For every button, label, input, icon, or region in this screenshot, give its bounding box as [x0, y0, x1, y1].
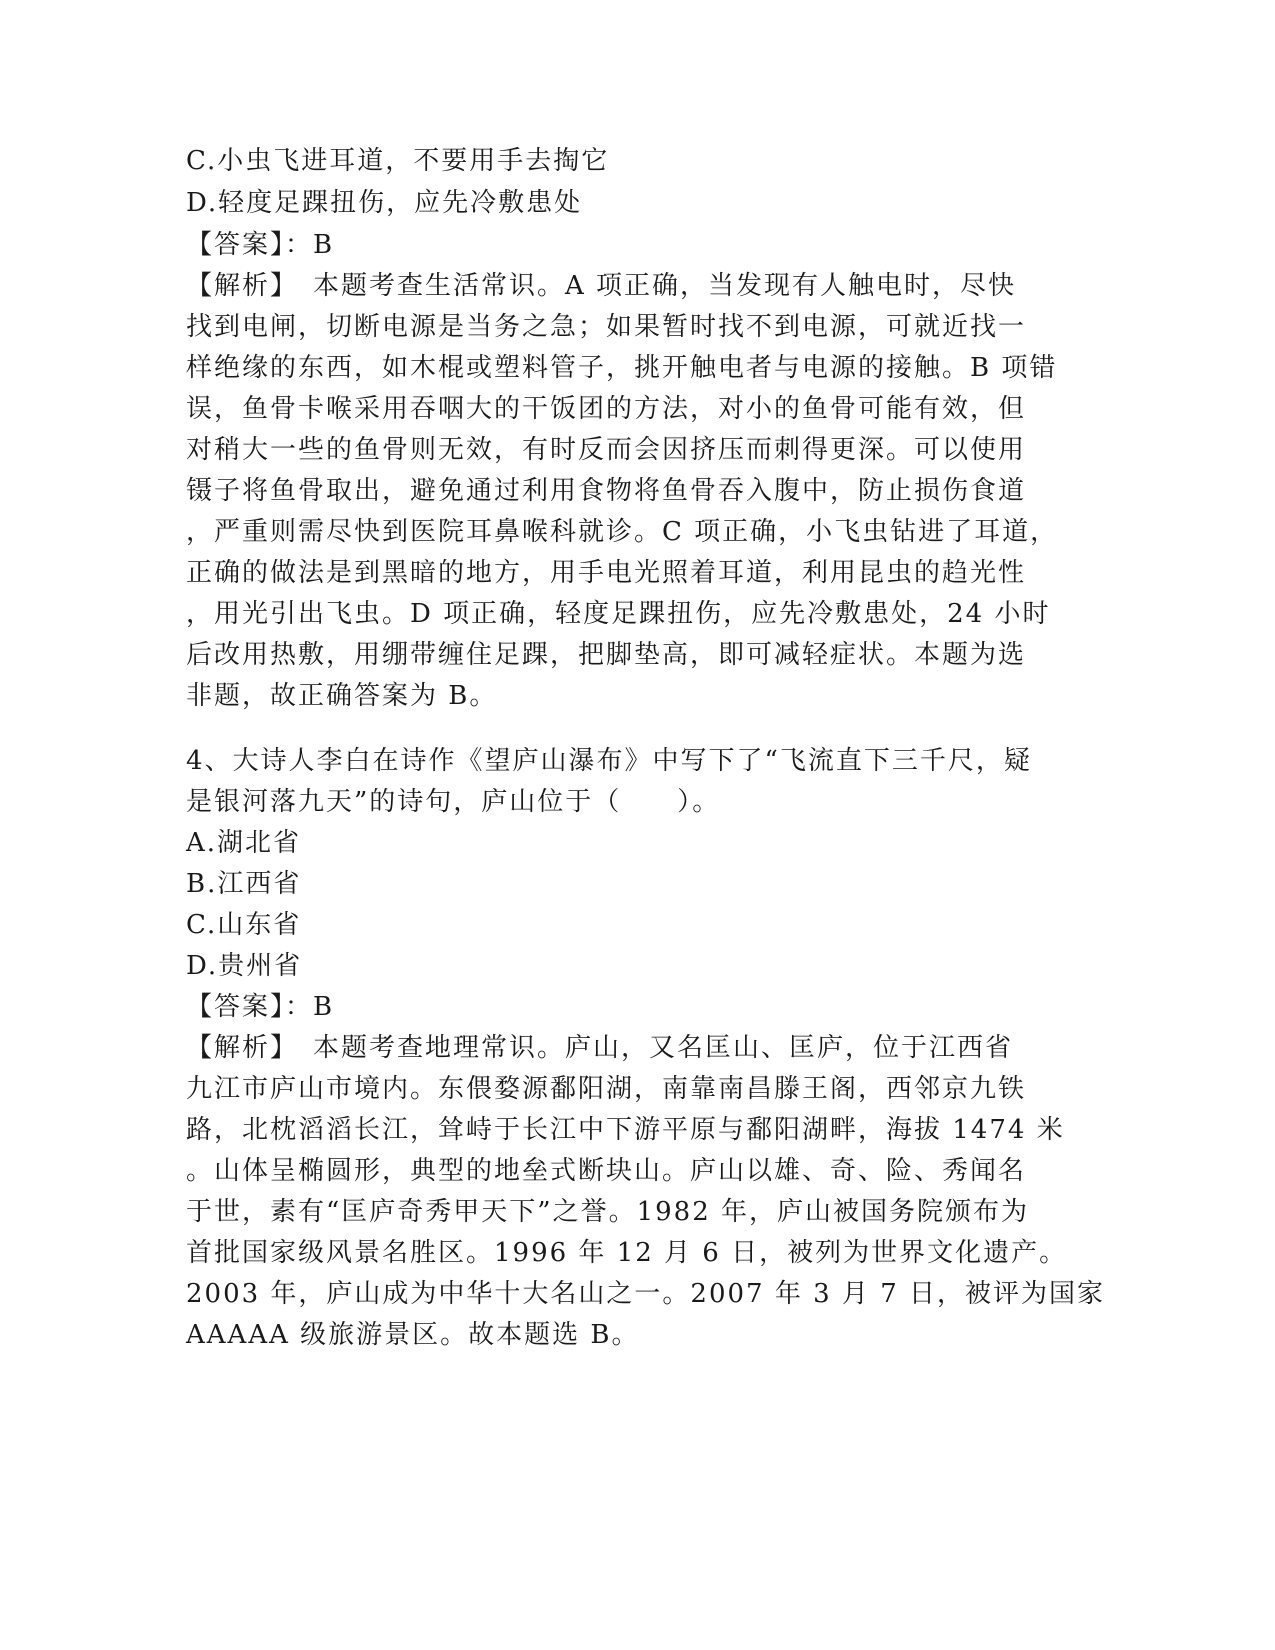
q3-analysis-line: 找到电闸，切断电源是当务之急；如果暂时找不到电源，可就近找一: [186, 312, 1027, 342]
q4-question-line: 4、大诗人李白在诗作《望庐山瀑布》中写下了“飞流直下三千尺，疑: [186, 746, 1032, 776]
q3-analysis-line: ，用光引出飞虫。D 项正确，轻度足踝扭伤，应先冷敷患处，24 小时: [186, 599, 1051, 629]
q4-option-d: D.贵州省: [186, 951, 303, 981]
q3-analysis-line: 对稍大一些的鱼骨则无效，有时反而会因挤压而刺得更深。可以使用: [186, 435, 1027, 465]
q3-option-d: D.轻度足踝扭伤，应先冷敷患处: [186, 188, 583, 218]
q3-option-c: C.小虫飞进耳道，不要用手去掏它: [186, 146, 610, 176]
q4-analysis-line: 2003 年，庐山成为中华十大名山之一。2007 年 3 月 7 日，被评为国家: [186, 1279, 1106, 1309]
q3-analysis-line: 镊子将鱼骨取出，避免通过利用食物将鱼骨吞入腹中，防止损伤食道: [186, 476, 1027, 506]
q3-analysis-line: 非题，故正确答案为 B。: [186, 681, 498, 711]
q4-option-a: A.湖北省: [186, 828, 302, 858]
q4-analysis-line: 路，北枕滔滔长江，耸峙于长江中下游平原与鄱阳湖畔，海拔 1474 米: [186, 1115, 1065, 1145]
q3-analysis-line: 误，鱼骨卡喉采用吞咽大的干饭团的方法，对小的鱼骨可能有效，但: [186, 394, 1027, 424]
q3-analysis-line: ，严重则需尽快到医院耳鼻喉科就诊。C 项正确，小飞虫钻进了耳道，: [186, 517, 1059, 547]
q4-question-line: 是银河落九天”的诗句，庐山位于（ ）。: [186, 787, 721, 817]
q4-analysis-line: 于世，素有“匡庐奇秀甲天下”之誉。1982 年，庐山被国务院颁布为: [186, 1197, 1030, 1227]
q3-answer: 【答案】：B: [186, 230, 335, 260]
q4-analysis-line: 【解析】 本题考查地理常识。庐山，又名匡山、匡庐，位于江西省: [186, 1033, 1014, 1063]
q3-analysis-line: 后改用热敷，用绷带缠住足踝，把脚垫高，即可减轻症状。本题为选: [186, 640, 1027, 670]
q4-analysis-line: 九江市庐山市境内。东偎婺源鄱阳湖，南靠南昌滕王阁，西邻京九铁: [186, 1074, 1027, 1104]
q4-analysis-line: 。山体呈椭圆形，典型的地垒式断块山。庐山以雄、奇、险、秀闻名: [186, 1156, 1027, 1186]
q3-analysis-line: 样绝缘的东西，如木棍或塑料管子，挑开触电者与电源的接触。B 项错: [186, 353, 1058, 383]
q4-analysis-line: 首批国家级风景名胜区。1996 年 12 月 6 日，被列为世界文化遗产。: [186, 1238, 1068, 1268]
q3-analysis-line: 正确的做法是到黑暗的地方，用手电光照着耳道，利用昆虫的趋光性: [186, 558, 1027, 588]
q4-answer: 【答案】：B: [186, 992, 335, 1022]
q4-analysis-line: AAAAA 级旅游景区。故本题选 B。: [186, 1320, 640, 1350]
q4-option-c: C.山东省: [186, 910, 302, 940]
q4-option-b: B.江西省: [186, 869, 302, 899]
q3-analysis-line: 【解析】 本题考查生活常识。A 项正确，当发现有人触电时，尽快: [186, 271, 1017, 301]
